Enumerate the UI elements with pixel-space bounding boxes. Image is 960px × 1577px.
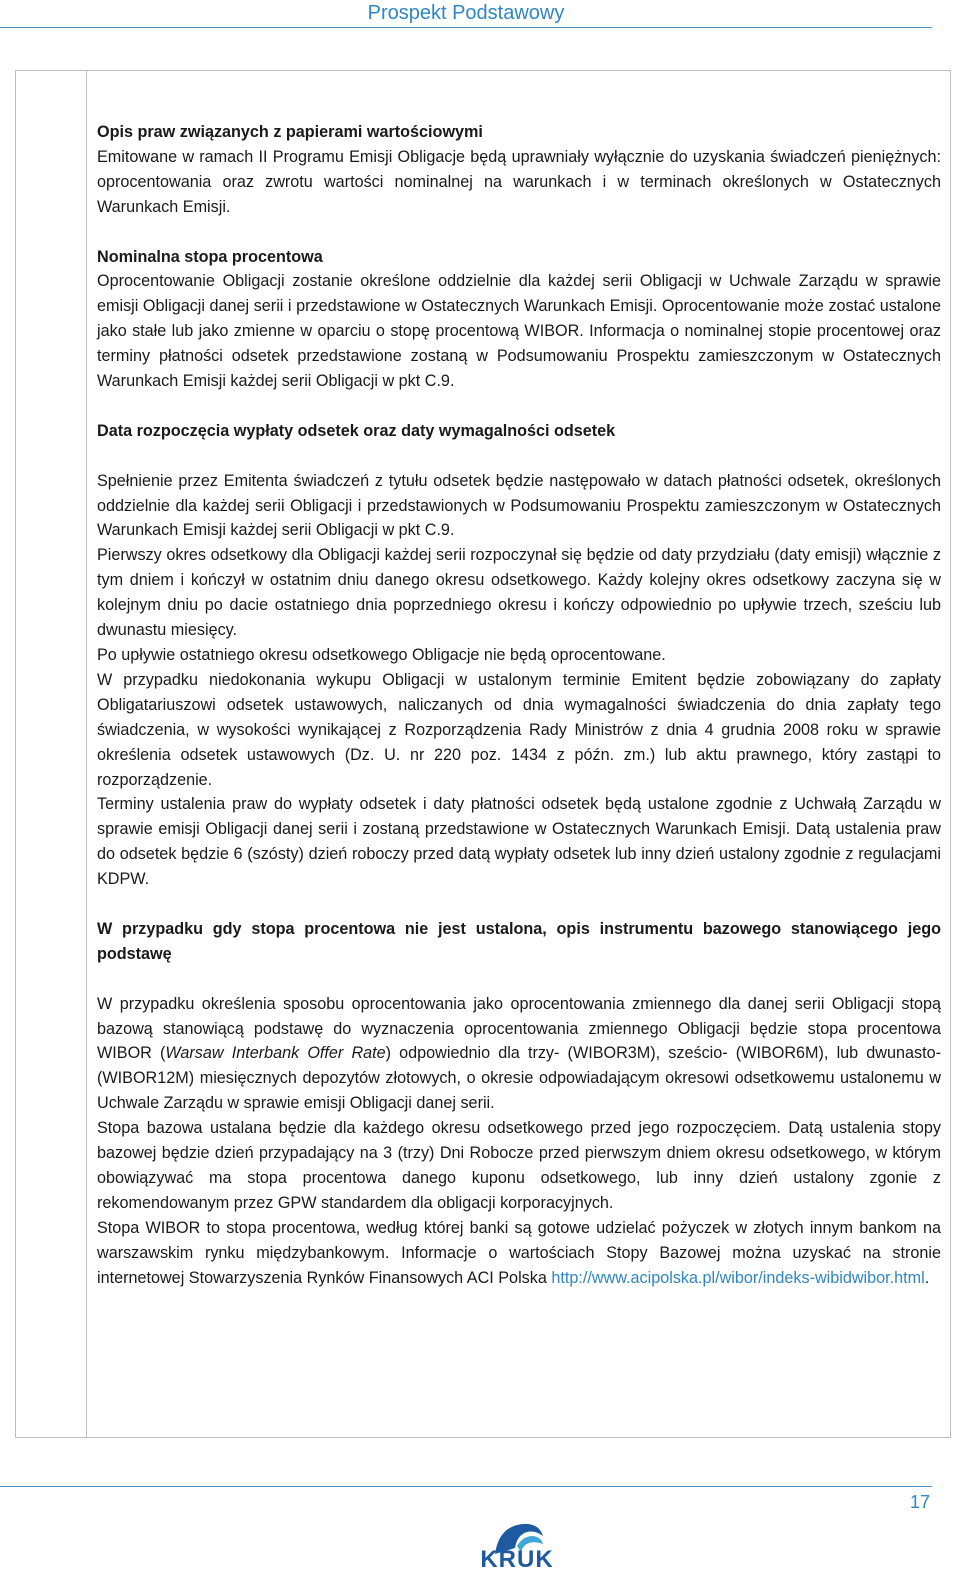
paragraph: Pierwszy okres odsetkowy dla Obligacji każdej serii rozpoczynał się będzie od daty przydziału (daty emisji) włącznie z tym dniem i kończył w ostatnim dniu danego okresu odsetkowego. Każdy kolejny okres odsetkowy zaczyna się w kolejnym dniu po dacie ostatniego dnia poprzedniego okresu i kończy odpowiednio po upływie trzech, sześciu lub dwunastu miesięcy. bbox=[97, 546, 941, 640]
section-heading-rights: Opis praw związanych z papierami wartościowymi bbox=[97, 123, 483, 141]
section-heading-nominal-rate: Nominalna stopa procentowa bbox=[97, 247, 323, 266]
page-number: 17 bbox=[909, 1492, 930, 1512]
wibor-link[interactable]: http://www.acipolska.pl/wibor/indeks-wibidwibor.html bbox=[551, 1268, 925, 1287]
paragraph: Terminy ustalenia praw do wypłaty odsetek i daty płatności odsetek będą ustalone zgodnie z Uchwałą Zarządu w sprawie emisji Obligacji danej serii i zostaną przedstawione w Ostatecznych Warunkach Emisji. Datą ustalenia praw do odsetek będzie 6 (szósty) dzień roboczy przed datą wypłaty odsetek lub inny dzień ustalony zgodnie z regulacjami KDPW. bbox=[97, 795, 941, 889]
paragraph: W przypadku określenia sposobu oprocentowania jako oprocentowania zmiennego dla danej serii Obligacji stopą bazową stanowiącą podstawę do wyznaczenia oprocentowania zmiennego Obligacji będzie stopa procentowa WIBOR (Warsaw Interbank Offer Rate) odpowiednio dla trzy- (WIBOR3M), sześcio- (WIBOR6M), lub dwunasto- (WIBOR12M) miesięcznych depozytów złotowych, o okresie odpowiadającym okresowi odsetkowemu ustalonemu w Uchwale Zarządu w sprawie emisji Obligacji danej serii. bbox=[97, 994, 941, 1113]
italic-term: Warsaw Interbank Offer Rate bbox=[165, 1044, 386, 1063]
section-heading-base-instrument: W przypadku gdy stopa procentowa nie jest ustalona, opis instrumentu bazowego stanowiącego jego podstawę bbox=[97, 919, 941, 963]
header-rule bbox=[0, 27, 932, 28]
company-logo-text: KRUK bbox=[480, 1546, 554, 1573]
section-heading-interest-dates: Data rozpoczęcia wypłaty odsetek oraz daty wymagalności odsetek bbox=[97, 421, 616, 440]
paragraph: W przypadku niedokonania wykupu Obligacji w ustalonym terminie Emitent będzie zobowiązany do zapłaty Obligatariuszowi odsetek ustawowych, naliczanych od dnia wymagalności świadczenia do dnia zapłaty tego świadczenia, w wysokości wynikającej z Rozporządzenia Rady Ministrów z dnia 4 grudnia 2008 roku w sprawie określenia odsetek ustawowych (Dz. U. nr 220 poz. 1434 z późn. zm.) lub aktu prawnego, który zastąpi to rozporządzenie. bbox=[97, 670, 941, 789]
paragraph: Spełnienie przez Emitenta świadczeń z tytułu odsetek będzie następowało w datach płatności odsetek, określonych oddzielnie dla każdej serii Obligacji i przedstawionych w Podsumowaniu Prospektu zamieszczonym w Ostatecznych Warunkach Emisji każdej serii Obligacji w pkt C.9. bbox=[97, 471, 941, 540]
paragraph: Emitowane w ramach II Programu Emisji Obligacje będą uprawniały wyłącznie do uzyskania świadczeń pieniężnych: oprocentowania oraz zwrotu wartości nominalnej na warunkach i w terminach określonych w Ostatecznych Warunkach Emisji. bbox=[97, 147, 941, 216]
paragraph: Oprocentowanie Obligacji zostanie określone oddzielnie dla każdej serii Obligacji w Uchwale Zarządu w sprawie emisji Obligacji danej serii i przedstawione w Ostatecznych Warunkach Emisji. Oprocentowanie może zostać ustalone jako stałe lub jako zmienne w oparciu o stopę procentową WIBOR. Informacja o nominalnej stopie procentowej oraz terminy płatności odsetek przedstawione zostaną w Podsumowaniu Prospektu zamieszczonym w Ostatecznych Warunkach Emisji każdej serii Obligacji w pkt C.9. bbox=[97, 272, 941, 391]
paragraph: Stopa bazowa ustalana będzie dla każdego okresu odsetkowego przed jego rozpoczęciem. Datą ustalenia stopy bazowej będzie dzień przypadający na 3 (trzy) Dni Robocze przed pierwszym dniem okresu odsetkowego, w którym obowiązywać ma stopa procentowa danego kuponu odsetkowego, lub inny dzień ustalony zgonie z rekomendowanym przez GPW standardem dla obligacji korporacyjnych. bbox=[97, 1119, 941, 1212]
page-header-title: Prospekt Podstawowy bbox=[367, 2, 565, 24]
paragraph: Stopa WIBOR to stopa procentowa, według której banki są gotowe udzielać pożyczek w złotych innym bankom na warszawskim rynku międzybankowym. Informacje o wartościach Stopy Bazowej można uzyskać na stronie internetowej Stowarzyszenia Rynków Finansowych ACI Polska http://www.acipolska.pl/wibor/indeks-wibidwibor.html. bbox=[97, 1218, 941, 1287]
footer-rule bbox=[0, 1486, 932, 1487]
paragraph: Po upływie ostatniego okresu odsetkowego Obligacje nie będą oprocentowane. bbox=[97, 645, 666, 664]
document-body bbox=[97, 120, 941, 1291]
frame-column-divider bbox=[86, 70, 87, 1438]
